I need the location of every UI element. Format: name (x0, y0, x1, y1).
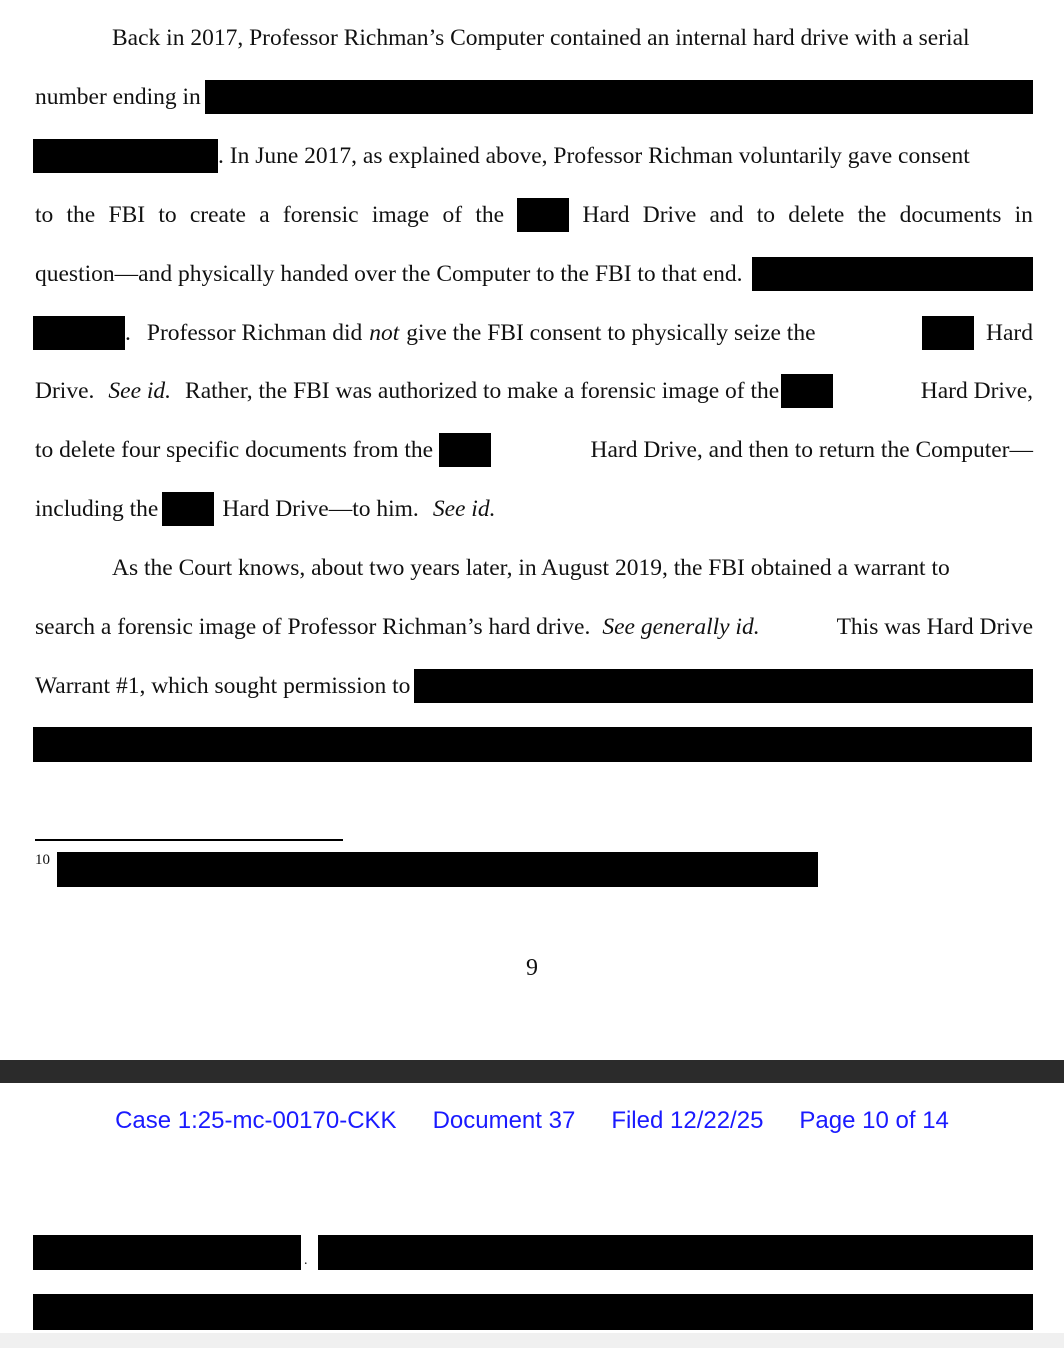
redaction-block (33, 1235, 301, 1270)
text: to delete four specific documents from the (35, 437, 434, 463)
word: forensic (282, 202, 359, 228)
emphasis: not (369, 320, 400, 346)
word: documents (899, 202, 1002, 228)
text: Rather, the FBI was authorized to make a forensic image of the (185, 378, 780, 404)
citation: See generally id. (602, 614, 760, 640)
redaction-block (414, 669, 1033, 703)
text: . In June 2017, as explained above, Professor Richman voluntarily gave consent (218, 143, 970, 169)
text: number ending in (35, 84, 201, 110)
page-count: Page 10 of 14 (799, 1107, 949, 1134)
word: the (66, 202, 96, 228)
text: Hard Drive—to him. (222, 496, 419, 522)
word: delete (788, 202, 845, 228)
paragraph2-line1 (112, 548, 1033, 588)
document-number: Document 37 (432, 1107, 576, 1134)
text: Back in 2017, Professor Richman’s Computer contained an internal hard drive with a serial (112, 25, 970, 51)
text: . (125, 320, 131, 346)
text: search a forensic image of Professor Richman’s hard drive. (35, 614, 591, 640)
page-number: 9 (526, 955, 538, 981)
filed-date: Filed 12/22/25 (611, 1107, 764, 1134)
text: Drive. (35, 378, 95, 404)
text: This was Hard Drive (836, 614, 1033, 640)
word: create (189, 202, 246, 228)
redaction-block (33, 1294, 1033, 1330)
paragraph1-line8 (35, 430, 1033, 470)
redaction-block (33, 139, 218, 173)
paragraph1-line3 (35, 136, 1033, 176)
word: and (709, 202, 744, 228)
redaction-block (33, 727, 1032, 762)
paragraph2-line3 (35, 666, 1033, 706)
text: Warrant #1, which sought permission to (35, 673, 411, 699)
word: FBI (108, 202, 146, 228)
paragraph2-line2 (35, 607, 1033, 647)
word: image (371, 202, 430, 228)
paragraph1-line1 (112, 18, 1033, 58)
word: to (158, 202, 177, 228)
text: Hard (986, 320, 1033, 346)
redaction-block (33, 316, 125, 350)
page-separator (0, 1060, 1064, 1083)
redaction-block (781, 374, 833, 408)
redaction-block (517, 198, 569, 232)
footnote-number: 10 (35, 852, 50, 868)
redaction-block (318, 1235, 1033, 1270)
word: to (756, 202, 775, 228)
page-bottom-edge (0, 1333, 1064, 1348)
text: including the (35, 496, 159, 522)
text: As the Court knows, about two years later, in August 2019, the FBI obtained a warrant to (112, 555, 950, 581)
word: a (259, 202, 270, 228)
word: of (442, 202, 463, 228)
word: the (475, 202, 505, 228)
redaction-block (752, 257, 1033, 291)
text: Hard Drive, and then to return the Computer— (590, 437, 1033, 463)
paragraph1-line7 (35, 371, 1033, 411)
case-number: Case 1:25-mc-00170-CKK (115, 1107, 397, 1134)
paragraph1-line5 (35, 254, 1033, 294)
redaction-block (439, 433, 491, 467)
text: question—and physically handed over the Computer to the FBI to that end. (35, 261, 743, 287)
text: give the FBI consent to physically seize the (406, 320, 816, 346)
redaction-block (162, 492, 214, 526)
citation: See id. (108, 378, 172, 404)
redaction-block (205, 80, 1033, 114)
redaction-block (922, 316, 974, 350)
text: Professor Richman did (146, 320, 363, 346)
paragraph1-line6 (35, 313, 1033, 353)
citation: See id. (432, 496, 496, 522)
paragraph1-line4 (35, 195, 1033, 235)
court-filing-stamp (0, 1104, 1064, 1138)
paragraph1-line9 (35, 489, 1033, 529)
word: the (857, 202, 887, 228)
paragraph1-line2 (35, 77, 1033, 117)
redaction-block (57, 852, 818, 887)
footnote-separator (35, 839, 343, 841)
word: in (1014, 202, 1033, 228)
word: Hard (582, 202, 630, 228)
punctuation: . (304, 1253, 308, 1268)
text: Hard Drive, (920, 378, 1033, 404)
word: to (35, 202, 54, 228)
word: Drive (642, 202, 697, 228)
